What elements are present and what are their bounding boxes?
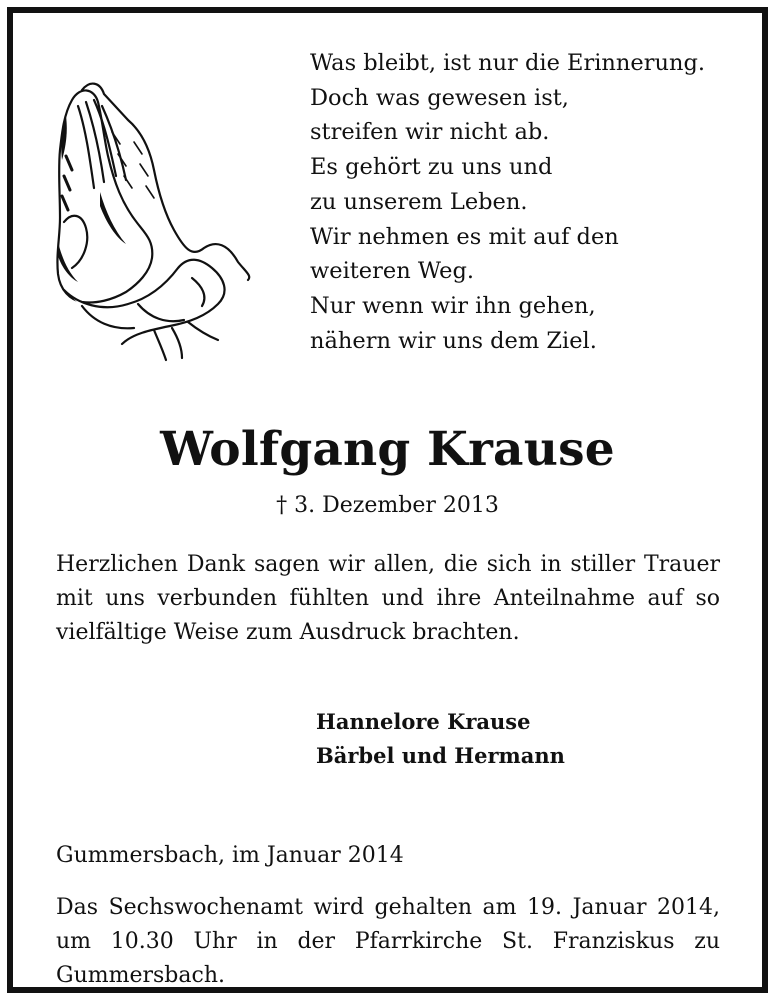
poem-line: streifen wir nicht ab. xyxy=(310,119,550,146)
poem-line: Nur wenn wir ihn gehen, xyxy=(310,292,596,319)
praying-hands-icon xyxy=(42,72,252,362)
poem-line: zu unserem Leben. xyxy=(310,188,528,215)
poem-line: Was bleibt, ist nur die Erinnerung. xyxy=(310,50,706,76)
death-date: † 3. Dezember 2013 xyxy=(276,493,499,518)
signer-name: Hannelore Krause xyxy=(316,709,531,734)
signer-name: Bärbel und Hermann xyxy=(316,743,565,768)
memorial-service-notice: Das Sechswochenamt wird gehalten am 19. Januar 2014, um 10.30 Uhr in der Pfarrkirche St. Franziskus zu Gummersbach. xyxy=(56,895,720,988)
poem-line: weiteren Weg. xyxy=(310,258,475,285)
poem-line: Doch was gewesen ist, xyxy=(310,84,569,111)
place-date: Gummersbach, im Januar 2014 xyxy=(56,843,404,868)
poem-line: Wir nehmen es mit auf den xyxy=(310,223,619,250)
deceased-name: Wolfgang Krause xyxy=(160,422,615,477)
thanks-text: Herzlichen Dank sagen wir allen, die sich in stiller Trauer mit uns verbunden fühlten und ihre Anteilnahme auf so vielfältige Weise zum Ausdruck brachten. xyxy=(56,552,720,645)
poem xyxy=(310,46,730,358)
poem-line: Es gehört zu uns und xyxy=(310,154,553,181)
signers xyxy=(316,705,565,773)
poem-line: nähern wir uns dem Ziel. xyxy=(310,327,597,354)
